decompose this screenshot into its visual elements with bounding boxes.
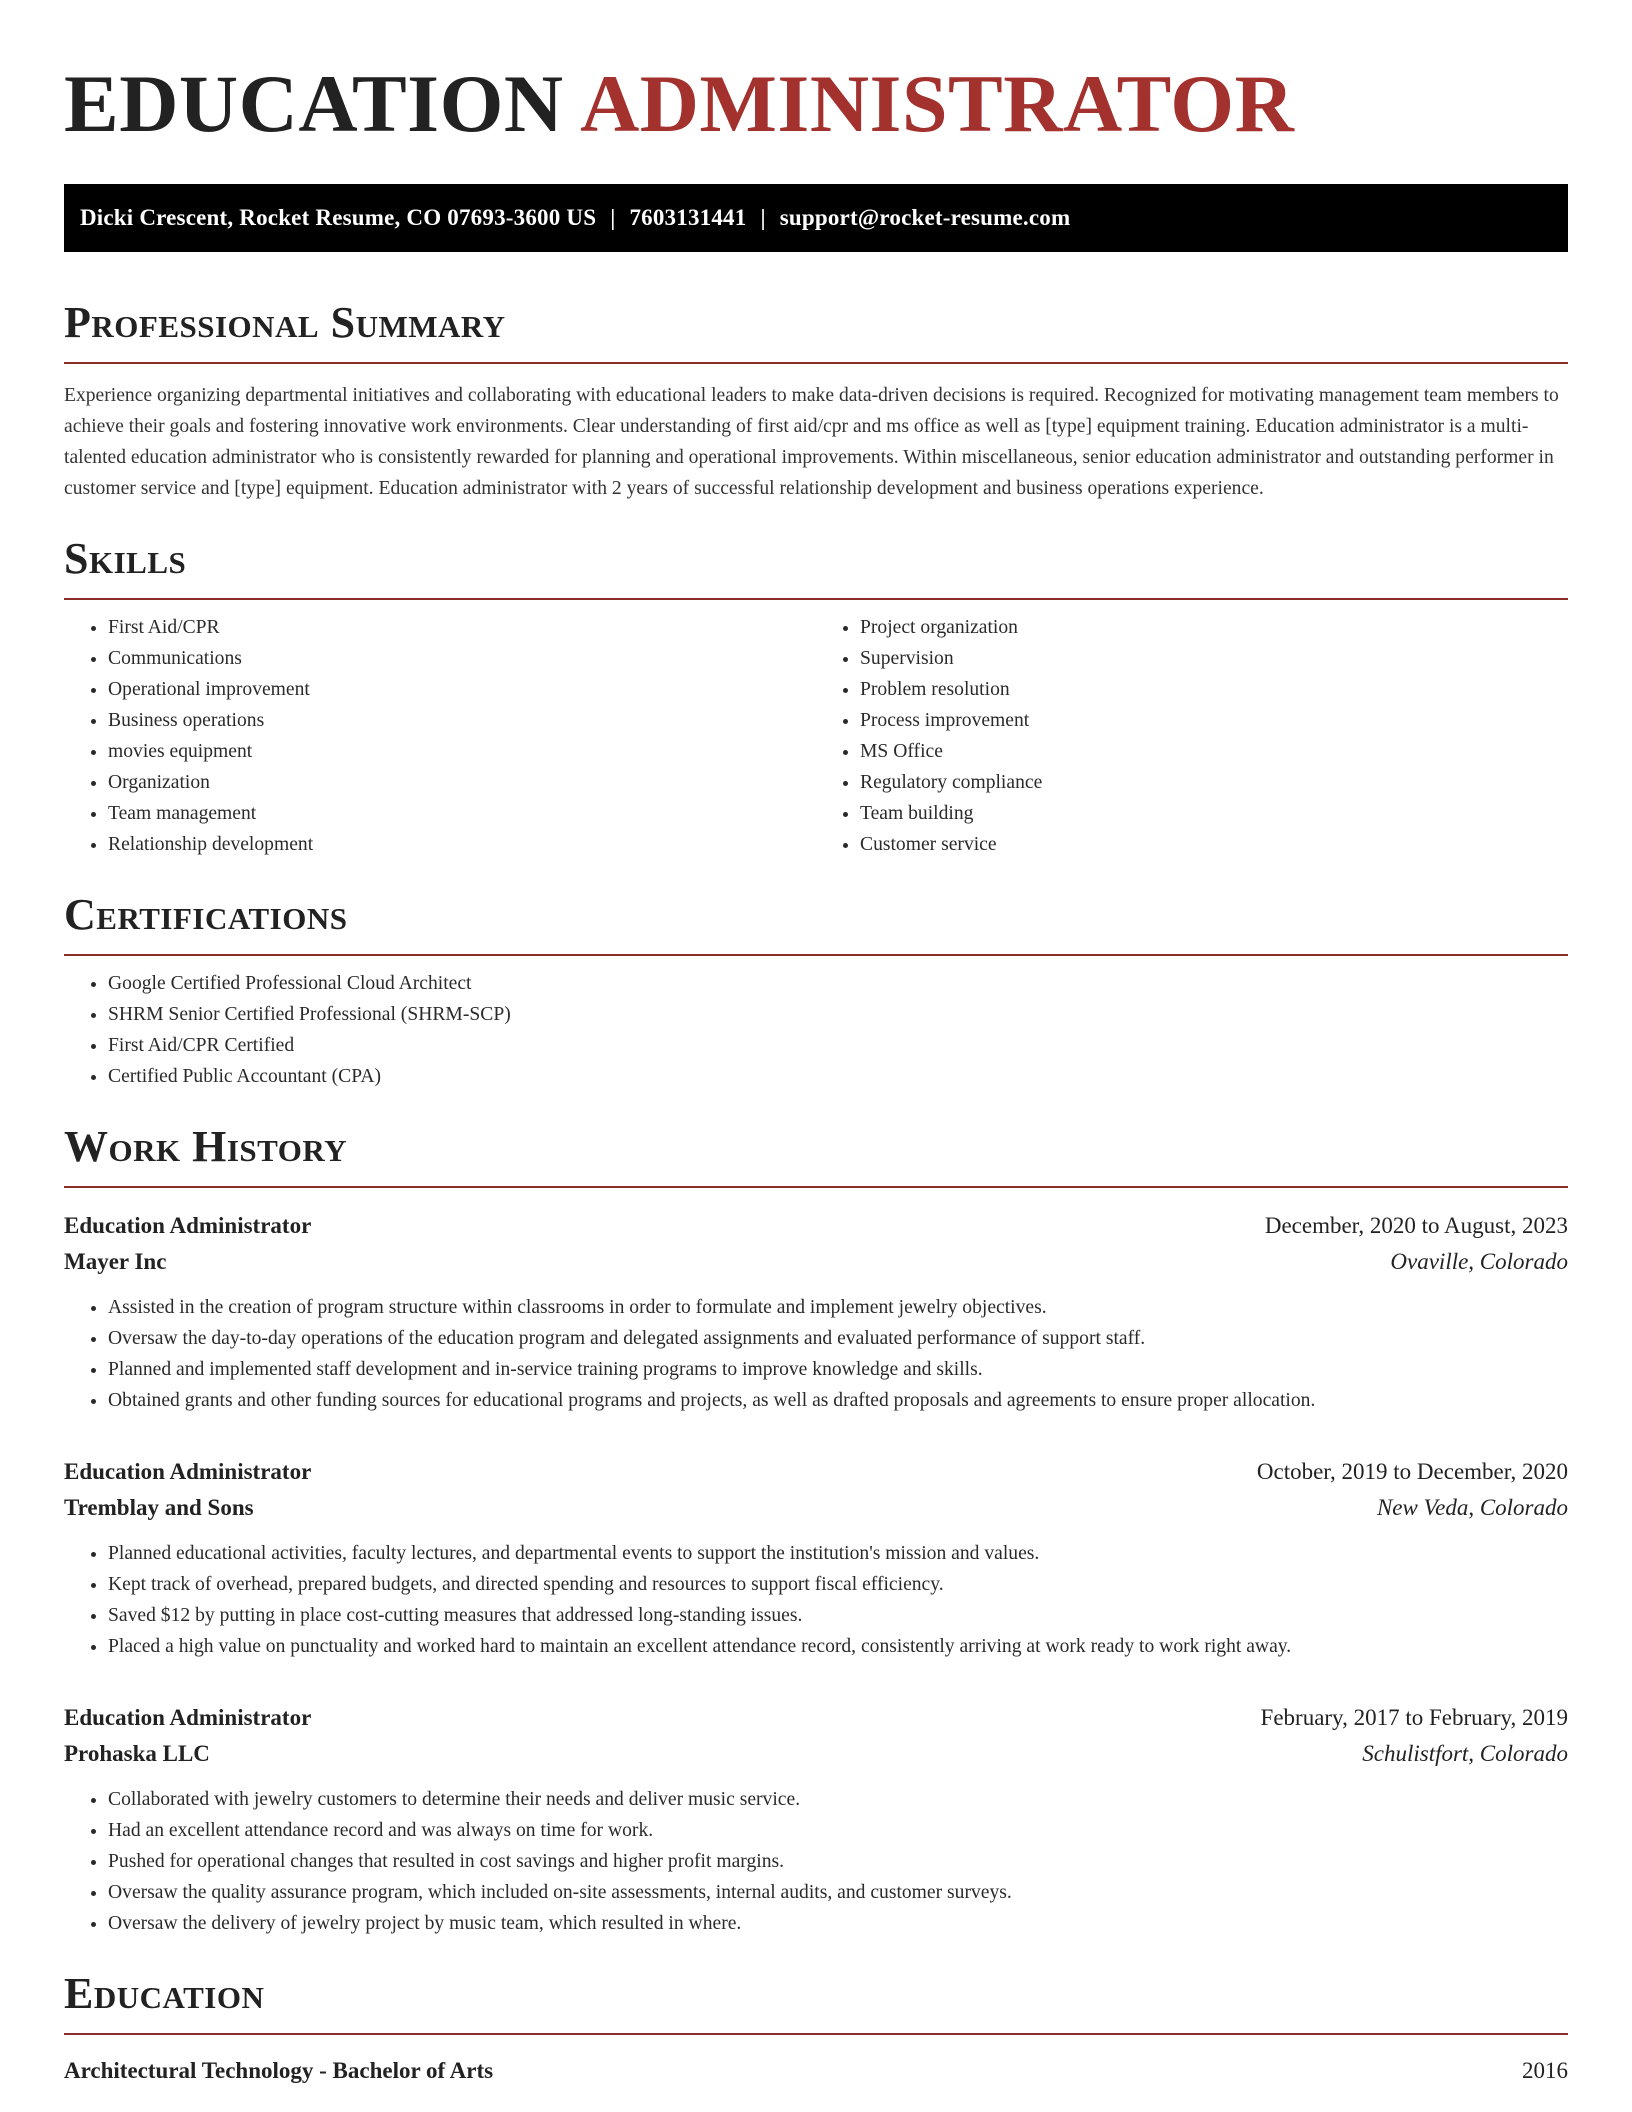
certification-item: • Google Certified Professional Cloud Architect bbox=[108, 968, 1568, 999]
certification-item: • Certified Public Accountant (CPA) bbox=[108, 1061, 1568, 1092]
job-dates: December, 2020 to August, 2023 bbox=[1264, 1213, 1568, 1238]
job-company-row bbox=[64, 1244, 1568, 1280]
skill-item: • Team building bbox=[860, 798, 1568, 829]
job-title: Education Administrator bbox=[64, 1705, 312, 1730]
skill-item: • Supervision bbox=[860, 643, 1568, 674]
certifications-section bbox=[64, 890, 1568, 1092]
education-degree: Architectural Technology - Bachelor of Arts bbox=[64, 2058, 494, 2083]
certification-item: • SHRM Senior Certified Professional (SHRM-SCP) bbox=[108, 999, 1568, 1030]
job-duty: • Pushed for operational changes that resulted in cost savings and higher profit margins. bbox=[108, 1846, 1568, 1877]
job-duty: • Planned and implemented staff development and in-service training programs to improve knowledge and skills. bbox=[108, 1354, 1568, 1385]
job-title: Education Administrator bbox=[64, 1459, 312, 1484]
job-duties-list bbox=[64, 1292, 1568, 1416]
skill-item: • Business operations bbox=[108, 705, 816, 736]
contact-address: Dicki Crescent, Rocket Resume, CO 07693-3600 US bbox=[80, 205, 597, 230]
job-dates: February, 2017 to February, 2019 bbox=[1260, 1705, 1568, 1730]
education-heading: Education bbox=[64, 1969, 1568, 2035]
skill-item: • MS Office bbox=[860, 736, 1568, 767]
certification-item: • First Aid/CPR Certified bbox=[108, 1030, 1568, 1061]
job-header-row bbox=[64, 1700, 1568, 1736]
job-duty: • Oversaw the quality assurance program, which included on-site assessments, internal audits, and customer surveys. bbox=[108, 1877, 1568, 1908]
job-entry bbox=[64, 1208, 1568, 1416]
summary-section bbox=[64, 298, 1568, 504]
job-duties-list bbox=[64, 1538, 1568, 1662]
job-duty: • Planned educational activities, faculty lectures, and departmental events to support the institution's mission and values. bbox=[108, 1538, 1568, 1569]
job-company: Tremblay and Sons bbox=[64, 1495, 254, 1520]
job-company-row bbox=[64, 1490, 1568, 1526]
job-dates: October, 2019 to December, 2020 bbox=[1256, 1459, 1568, 1484]
education-section bbox=[64, 1969, 1568, 2089]
skill-item: • Project organization bbox=[860, 612, 1568, 643]
job-company: Prohaska LLC bbox=[64, 1741, 210, 1766]
job-duty: • Oversaw the day-to-day operations of the education program and delegated assignments and evaluated performance of support staff. bbox=[108, 1323, 1568, 1354]
job-duty: • Saved $12 by putting in place cost-cutting measures that addressed long-standing issues. bbox=[108, 1600, 1568, 1631]
job-header-row bbox=[64, 1454, 1568, 1490]
education-year: 2016 bbox=[1522, 2058, 1568, 2083]
certifications-heading: Certifications bbox=[64, 890, 1568, 956]
summary-text: Experience organizing departmental initiatives and collaborating with educational leaders to make data-driven decisions is required. Recognized for motivating management team members to achieve their goals and fostering innovative work environments. Clear understanding of first aid/cpr and ms office as well as [type] equipment training. Education administrator is a multi-talented education administrator who is consistently rewarded for planning and operational improvements. Within miscellaneous, senior education administrator and outstanding performer in customer service and [type] equipment. Education administrator with 2 years of successful relationship development and business operations experience. bbox=[64, 385, 1559, 499]
education-row bbox=[64, 2053, 1568, 2089]
skill-item: • Operational improvement bbox=[108, 674, 816, 705]
job-duty: • Had an excellent attendance record and was always on time for work. bbox=[108, 1815, 1568, 1846]
title-word-administrator: ADMINISTRATOR bbox=[580, 58, 1295, 149]
skills-list-right bbox=[816, 612, 1568, 860]
skill-item: • Organization bbox=[108, 767, 816, 798]
contact-separator: | bbox=[610, 205, 616, 230]
skill-item: • Communications bbox=[108, 643, 816, 674]
skills-section bbox=[64, 534, 1568, 860]
job-title: Education Administrator bbox=[64, 1213, 312, 1238]
title-word-education: EDUCATION bbox=[64, 58, 564, 149]
skill-item: • Problem resolution bbox=[860, 674, 1568, 705]
job-location: Ovaville, Colorado bbox=[1390, 1249, 1568, 1274]
skill-item: • Team management bbox=[108, 798, 816, 829]
job-duty: • Oversaw the delivery of jewelry project by music team, which resulted in where. bbox=[108, 1908, 1568, 1939]
job-location: New Veda, Colorado bbox=[1376, 1495, 1568, 1520]
job-company: Mayer Inc bbox=[64, 1249, 167, 1274]
education-entry bbox=[64, 2053, 1568, 2089]
certifications-list bbox=[64, 968, 1568, 1092]
work-history-section bbox=[64, 1122, 1568, 1939]
work-history-heading: Work History bbox=[64, 1122, 1568, 1188]
job-entry bbox=[64, 1454, 1568, 1662]
skills-grid bbox=[64, 600, 1568, 860]
contact-bar bbox=[64, 184, 1568, 252]
job-entry bbox=[64, 1700, 1568, 1939]
job-duty: • Collaborated with jewelry customers to determine their needs and deliver music service. bbox=[108, 1784, 1568, 1815]
skill-item: • Customer service bbox=[860, 829, 1568, 860]
skill-item: • movies equipment bbox=[108, 736, 816, 767]
job-duty: • Kept track of overhead, prepared budgets, and directed spending and resources to support fiscal efficiency. bbox=[108, 1569, 1568, 1600]
job-header-row bbox=[64, 1208, 1568, 1244]
summary-heading: Professional Summary bbox=[64, 298, 1568, 364]
job-company-row bbox=[64, 1736, 1568, 1772]
contact-separator: | bbox=[760, 205, 766, 230]
job-duty: • Obtained grants and other funding sources for educational programs and projects, as well as drafted proposals and agreements to ensure proper allocation. bbox=[108, 1385, 1568, 1416]
resume-title bbox=[64, 0, 1568, 150]
skill-item: • First Aid/CPR bbox=[108, 612, 816, 643]
contact-email: support@rocket-resume.com bbox=[779, 205, 1071, 230]
skills-list-left bbox=[64, 612, 816, 860]
job-duty: • Assisted in the creation of program structure within classrooms in order to formulate and implement jewelry objectives. bbox=[108, 1292, 1568, 1323]
skill-item: • Regulatory compliance bbox=[860, 767, 1568, 798]
skill-item: • Relationship development bbox=[108, 829, 816, 860]
job-location: Schulistfort, Colorado bbox=[1362, 1741, 1568, 1766]
skills-heading: Skills bbox=[64, 534, 1568, 600]
job-duties-list bbox=[64, 1784, 1568, 1939]
contact-phone: 7603131441 bbox=[629, 205, 747, 230]
job-duty: • Placed a high value on punctuality and worked hard to maintain an excellent attendance record, consistently arriving at work ready to work right away. bbox=[108, 1631, 1568, 1662]
skill-item: • Process improvement bbox=[860, 705, 1568, 736]
